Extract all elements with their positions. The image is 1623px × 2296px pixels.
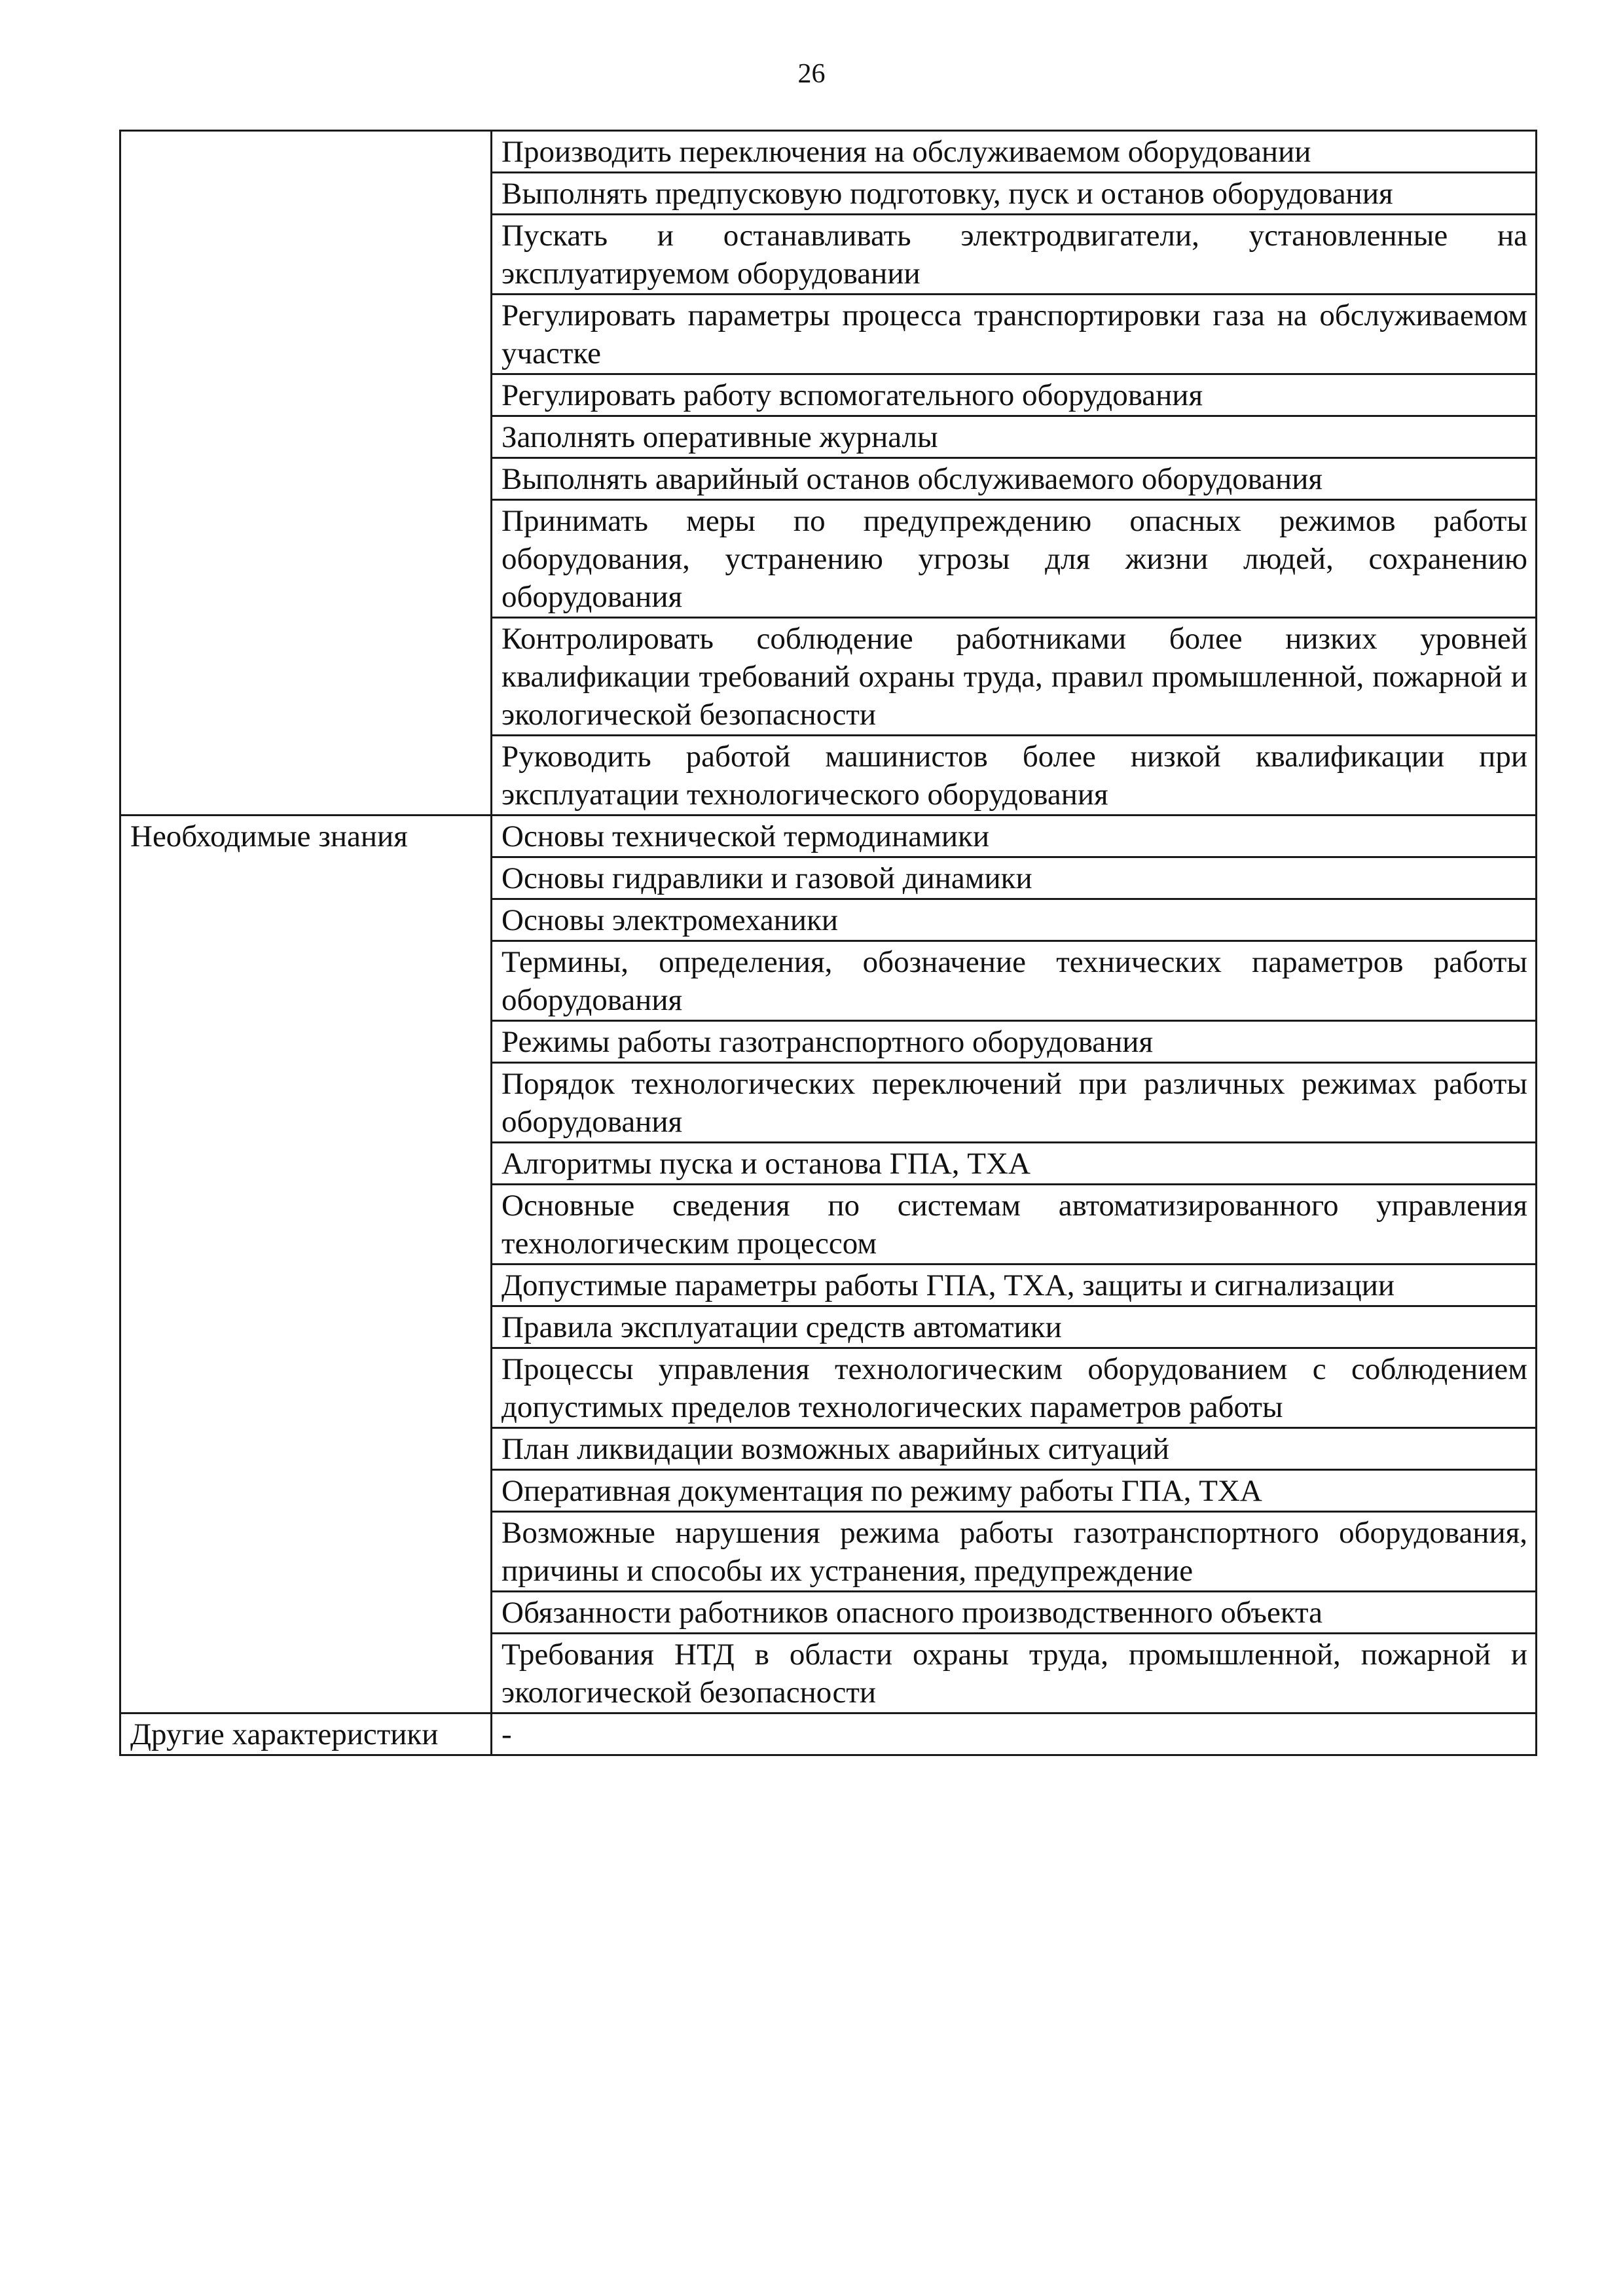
knowledge-label-cell: Необходимые знания <box>120 816 492 1713</box>
skills-label-cell <box>120 131 492 816</box>
other-value-cell: - <box>492 1713 1537 1755</box>
knowledge-item: Алгоритмы пуска и останова ГПА, ТХА <box>492 1143 1537 1185</box>
knowledge-item: Обязанности работников опасного производственного объекта <box>492 1592 1537 1634</box>
other-label-cell: Другие характеристики <box>120 1713 492 1755</box>
knowledge-item: Режимы работы газотранспортного оборудования <box>492 1021 1537 1063</box>
knowledge-item: Допустимые параметры работы ГПА, ТХА, защиты и сигнализации <box>492 1265 1537 1306</box>
knowledge-item: Термины, определения, обозначение технических параметров работы оборудования <box>492 941 1537 1021</box>
knowledge-item: Правила эксплуатации средств автоматики <box>492 1306 1537 1348</box>
skill-item: Принимать меры по предупреждению опасных режимов работы оборудования, устранению угрозы для жизни людей, сохранению оборудования <box>492 500 1537 618</box>
knowledge-item: Основные сведения по системам автоматизированного управления технологическим процессом <box>492 1185 1537 1265</box>
skill-item: Контролировать соблюдение работниками более низких уровней квалификации требований охраны труда, правил промышленной, пожарной и экологической безопасности <box>492 618 1537 736</box>
knowledge-item: План ликвидации возможных аварийных ситуаций <box>492 1428 1537 1470</box>
knowledge-item: Основы электромеханики <box>492 899 1537 941</box>
table-row <box>120 1713 1537 1755</box>
knowledge-item: Порядок технологических переключений при различных режимах работы оборудования <box>492 1063 1537 1143</box>
table-row <box>120 816 1537 857</box>
skill-item: Пускать и останавливать электродвигатели, установленные на эксплуатируемом оборудовании <box>492 215 1537 295</box>
skill-item: Регулировать параметры процесса транспортировки газа на обслуживаемом участке <box>492 295 1537 374</box>
knowledge-item: Оперативная документация по режиму работы ГПА, ТХА <box>492 1470 1537 1512</box>
skill-item: Выполнять предпусковую подготовку, пуск и останов оборудования <box>492 173 1537 215</box>
knowledge-item: Требования НТД в области охраны труда, промышленной, пожарной и экологической безопасности <box>492 1634 1537 1713</box>
skill-item: Руководить работой машинистов более низкой квалификации при эксплуатации технологического оборудования <box>492 736 1537 816</box>
page-number: 26 <box>797 59 826 89</box>
knowledge-item: Основы гидравлики и газовой динамики <box>492 857 1537 899</box>
knowledge-item: Процессы управления технологическим оборудованием с соблюдением допустимых пределов технологических параметров работы <box>492 1348 1537 1428</box>
knowledge-item: Возможные нарушения режима работы газотранспортного оборудования, причины и способы их устранения, предупреждение <box>492 1512 1537 1592</box>
qualification-table <box>119 130 1537 1756</box>
skill-item: Производить переключения на обслуживаемом оборудовании <box>492 131 1537 173</box>
skill-item: Выполнять аварийный останов обслуживаемого оборудования <box>492 458 1537 500</box>
skill-item: Регулировать работу вспомогательного оборудования <box>492 374 1537 416</box>
skill-item: Заполнять оперативные журналы <box>492 416 1537 458</box>
knowledge-item: Основы технической термодинамики <box>492 816 1537 857</box>
table-row <box>120 131 1537 173</box>
